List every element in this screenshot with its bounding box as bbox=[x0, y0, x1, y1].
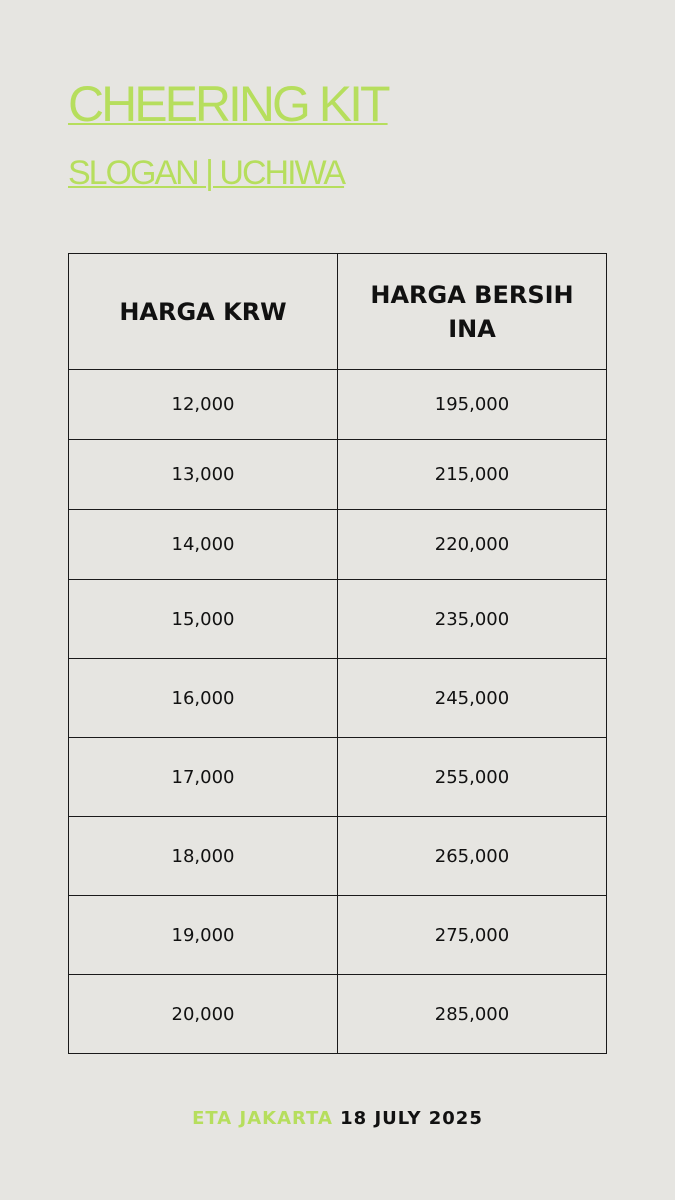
price-ina-cell: 265,000 bbox=[338, 817, 607, 896]
table-row bbox=[69, 659, 607, 738]
price-ina-cell: 245,000 bbox=[338, 659, 607, 738]
table-row bbox=[69, 370, 607, 440]
table-row bbox=[69, 510, 607, 580]
table-row bbox=[69, 896, 607, 975]
table-row bbox=[69, 738, 607, 817]
table-row bbox=[69, 440, 607, 510]
price-krw-cell: 13,000 bbox=[69, 440, 338, 510]
price-table bbox=[68, 253, 607, 1054]
price-krw-cell: 16,000 bbox=[69, 659, 338, 738]
page-subtitle: SLOGAN | UCHIWA bbox=[68, 154, 345, 192]
footer bbox=[0, 1108, 675, 1129]
price-ina-cell: 195,000 bbox=[338, 370, 607, 440]
price-krw-cell: 12,000 bbox=[69, 370, 338, 440]
table-header-row bbox=[69, 254, 607, 370]
price-ina-cell: 275,000 bbox=[338, 896, 607, 975]
footer-org: ETA JAKARTA bbox=[192, 1108, 333, 1129]
price-krw-cell: 14,000 bbox=[69, 510, 338, 580]
footer-date: 18 JULY 2025 bbox=[340, 1108, 483, 1129]
price-krw-cell: 18,000 bbox=[69, 817, 338, 896]
price-ina-cell: 215,000 bbox=[338, 440, 607, 510]
column-header-krw: HARGA KRW bbox=[69, 254, 338, 370]
table-row bbox=[69, 580, 607, 659]
column-header-ina: HARGA BERSIH INA bbox=[338, 254, 607, 370]
price-ina-cell: 220,000 bbox=[338, 510, 607, 580]
price-krw-cell: 15,000 bbox=[69, 580, 338, 659]
price-ina-cell: 255,000 bbox=[338, 738, 607, 817]
price-krw-cell: 20,000 bbox=[69, 975, 338, 1054]
price-krw-cell: 17,000 bbox=[69, 738, 338, 817]
table-row bbox=[69, 817, 607, 896]
table-row bbox=[69, 975, 607, 1054]
price-krw-cell: 19,000 bbox=[69, 896, 338, 975]
price-ina-cell: 285,000 bbox=[338, 975, 607, 1054]
page-title: CHEERING KIT bbox=[68, 76, 388, 132]
price-ina-cell: 235,000 bbox=[338, 580, 607, 659]
